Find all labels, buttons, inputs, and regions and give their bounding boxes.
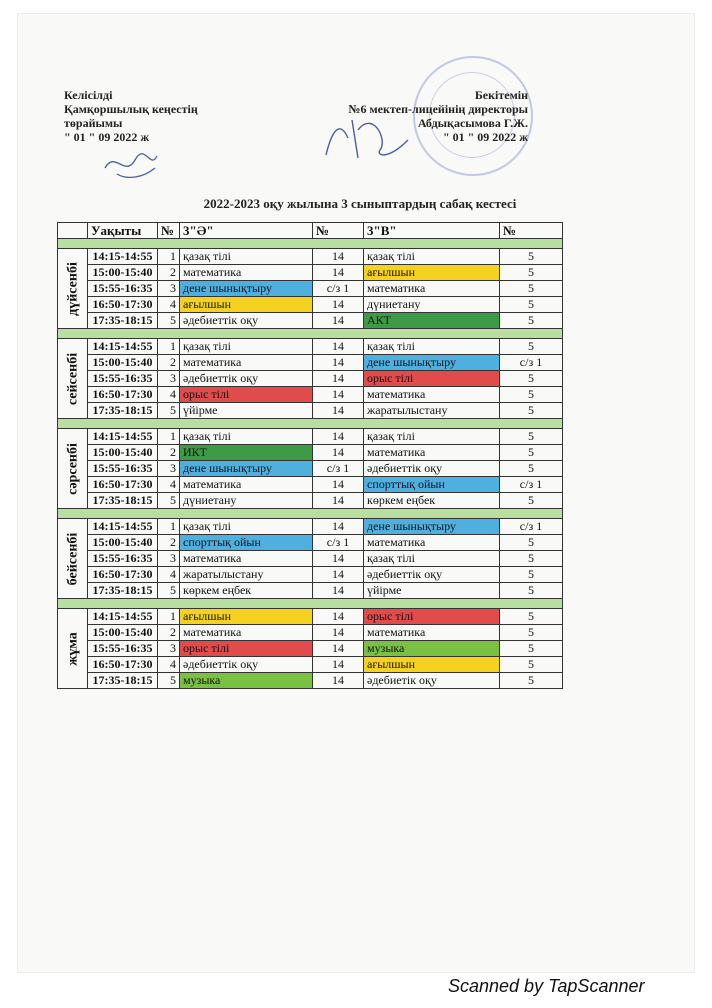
room-a-cell: 14 [313, 313, 364, 329]
time-cell: 15:55-16:35 [88, 281, 158, 297]
signature-left [95, 138, 175, 188]
lesson-number-cell: 4 [158, 657, 180, 673]
room-b-cell: 5 [500, 249, 563, 265]
subject-a-cell: үйірме [180, 403, 313, 419]
subject-a-cell: әдебиеттік оқу [180, 313, 313, 329]
table-row [58, 445, 563, 461]
subject-b-cell: математика [364, 281, 500, 297]
subject-b-cell: қазақ тілі [364, 339, 500, 355]
subject-b-cell: әдебиеттік оқу [364, 567, 500, 583]
time-cell: 15:55-16:35 [88, 551, 158, 567]
subject-a-cell: ағылшын [180, 297, 313, 313]
approval-right [348, 88, 528, 144]
room-b-cell: 5 [500, 387, 563, 403]
table-row [58, 583, 563, 599]
approval-right-line: Бекітемін [474, 88, 528, 102]
separator-cell [58, 329, 563, 339]
approval-left [64, 88, 254, 144]
table-row [58, 265, 563, 281]
approval-left-date: " 01 " 09 2022 ж [64, 130, 150, 144]
lesson-number-cell: 1 [158, 249, 180, 265]
room-a-cell: 14 [313, 625, 364, 641]
subject-b-cell: спорттық ойын [364, 477, 500, 493]
time-cell: 14:15-14:55 [88, 339, 158, 355]
room-a-cell: 14 [313, 265, 364, 281]
table-row [58, 535, 563, 551]
subject-a-cell: әдебиеттік оқу [180, 657, 313, 673]
day-separator [58, 419, 563, 429]
room-a-cell: 14 [313, 371, 364, 387]
room-a-cell: 14 [313, 493, 364, 509]
subject-a-cell: математика [180, 355, 313, 371]
room-b-cell: 5 [500, 313, 563, 329]
room-a-cell: 14 [313, 355, 364, 371]
subject-a-cell: математика [180, 625, 313, 641]
room-b-cell: 5 [500, 657, 563, 673]
lesson-number-cell: 5 [158, 673, 180, 689]
day-name: дүйсенбі [65, 261, 80, 316]
subject-b-cell: математика [364, 445, 500, 461]
room-a-cell: 14 [313, 641, 364, 657]
table-row [58, 567, 563, 583]
subject-b-cell: қазақ тілі [364, 551, 500, 567]
subject-a-cell: қазақ тілі [180, 429, 313, 445]
room-a-cell: 14 [313, 551, 364, 567]
room-a-cell: 14 [313, 339, 364, 355]
day-separator [58, 239, 563, 249]
subject-b-cell: математика [364, 387, 500, 403]
time-cell: 16:50-17:30 [88, 477, 158, 493]
room-b-cell: 5 [500, 403, 563, 419]
lesson-number-cell: 4 [158, 477, 180, 493]
table-row [58, 493, 563, 509]
header-num: № [158, 223, 180, 239]
room-b-cell: 5 [500, 535, 563, 551]
subject-a-cell: математика [180, 265, 313, 281]
subject-a-cell: қазақ тілі [180, 519, 313, 535]
table-row [58, 429, 563, 445]
lesson-number-cell: 1 [158, 429, 180, 445]
time-cell: 15:00-15:40 [88, 625, 158, 641]
table-row [58, 249, 563, 265]
day-name: сейсенбі [65, 352, 80, 405]
approval-left-line: Келісілді [64, 88, 113, 102]
day-separator [58, 599, 563, 609]
day-name-cell [58, 249, 88, 329]
lesson-number-cell: 4 [158, 567, 180, 583]
time-cell: 14:15-14:55 [88, 429, 158, 445]
time-cell: 17:35-18:15 [88, 673, 158, 689]
schedule-title: 2022-2023 оқу жылына 3 сыныптардың сабақ кестесі [203, 196, 517, 211]
lesson-number-cell: 3 [158, 461, 180, 477]
day-name: сәрсенбі [65, 442, 80, 495]
table-row [58, 673, 563, 689]
table-row [58, 641, 563, 657]
subject-a-cell: әдебиеттік оқу [180, 371, 313, 387]
room-b-cell: 5 [500, 625, 563, 641]
time-cell: 14:15-14:55 [88, 249, 158, 265]
room-a-cell: 14 [313, 297, 364, 313]
lesson-number-cell: 2 [158, 445, 180, 461]
subject-b-cell: математика [364, 535, 500, 551]
room-b-cell: 5 [500, 461, 563, 477]
table-row [58, 657, 563, 673]
approval-left-line: Қамқоршылық кеңестің [64, 102, 198, 116]
subject-b-cell: ағылшын [364, 265, 500, 281]
time-cell: 15:55-16:35 [88, 371, 158, 387]
table-row [58, 551, 563, 567]
subject-a-cell: орыс тілі [180, 641, 313, 657]
time-cell: 14:15-14:55 [88, 519, 158, 535]
room-b-cell: с/з 1 [500, 519, 563, 535]
table-row [58, 519, 563, 535]
approval-right-line: №6 мектеп-лицейінің директоры [348, 102, 528, 116]
day-name-cell [58, 429, 88, 509]
separator-cell [58, 419, 563, 429]
time-cell: 16:50-17:30 [88, 657, 158, 673]
room-a-cell: 14 [313, 567, 364, 583]
subject-a-cell: көркем еңбек [180, 583, 313, 599]
scanner-watermark: Scanned by TapScanner [448, 976, 645, 996]
table-row [58, 297, 563, 313]
subject-b-cell: қазақ тілі [364, 249, 500, 265]
lesson-number-cell: 2 [158, 535, 180, 551]
time-cell: 15:00-15:40 [88, 355, 158, 371]
subject-a-cell: музыка [180, 673, 313, 689]
lesson-number-cell: 3 [158, 281, 180, 297]
room-a-cell: 14 [313, 249, 364, 265]
room-b-cell: с/з 1 [500, 355, 563, 371]
subject-b-cell: орыс тілі [364, 609, 500, 625]
room-a-cell: 14 [313, 673, 364, 689]
lesson-number-cell: 2 [158, 355, 180, 371]
time-cell: 17:35-18:15 [88, 313, 158, 329]
room-a-cell: 14 [313, 657, 364, 673]
room-b-cell: 5 [500, 551, 563, 567]
approval-left-line: төрайымы [64, 116, 123, 130]
lesson-number-cell: 5 [158, 583, 180, 599]
room-b-cell: 5 [500, 493, 563, 509]
approval-right-line: Абдықасымова Г.Ж. [417, 116, 528, 130]
room-b-cell: 5 [500, 281, 563, 297]
room-b-cell: с/з 1 [500, 477, 563, 493]
room-a-cell: с/з 1 [313, 281, 364, 297]
subject-b-cell: дене шынықтыру [364, 519, 500, 535]
table-row [58, 609, 563, 625]
lesson-number-cell: 5 [158, 313, 180, 329]
table-row [58, 355, 563, 371]
header-blank [58, 223, 88, 239]
lesson-number-cell: 4 [158, 297, 180, 313]
subject-b-cell: жаратылыстану [364, 403, 500, 419]
room-b-cell: 5 [500, 583, 563, 599]
lesson-number-cell: 1 [158, 519, 180, 535]
day-separator [58, 509, 563, 519]
day-name: бейсенбі [65, 532, 80, 585]
schedule-table [57, 222, 563, 689]
time-cell: 15:55-16:35 [88, 461, 158, 477]
subject-b-cell: әдебиеттік оқу [364, 461, 500, 477]
subject-a-cell: қазақ тілі [180, 339, 313, 355]
subject-a-cell: ағылшын [180, 609, 313, 625]
lesson-number-cell: 3 [158, 551, 180, 567]
lesson-number-cell: 3 [158, 371, 180, 387]
day-separator [58, 329, 563, 339]
room-b-cell: 5 [500, 673, 563, 689]
room-b-cell: 5 [500, 297, 563, 313]
subject-a-cell: ИКТ [180, 445, 313, 461]
room-a-cell: 14 [313, 519, 364, 535]
approval-right-date: " 01 " 09 2022 ж [442, 130, 528, 144]
subject-b-cell: дүниетану [364, 297, 500, 313]
time-cell: 15:55-16:35 [88, 641, 158, 657]
table-row [58, 339, 563, 355]
subject-b-cell: орыс тілі [364, 371, 500, 387]
room-b-cell: 5 [500, 339, 563, 355]
table-row [58, 625, 563, 641]
lesson-number-cell: 3 [158, 641, 180, 657]
time-cell: 17:35-18:15 [88, 403, 158, 419]
table-header-row [58, 223, 563, 239]
lesson-number-cell: 5 [158, 403, 180, 419]
subject-b-cell: көркем еңбек [364, 493, 500, 509]
subject-a-cell: математика [180, 551, 313, 567]
room-a-cell: 14 [313, 583, 364, 599]
room-a-cell: 14 [313, 477, 364, 493]
day-name-cell [58, 609, 88, 689]
time-cell: 15:00-15:40 [88, 535, 158, 551]
header-room-a: № [313, 223, 364, 239]
subject-b-cell: үйірме [364, 583, 500, 599]
separator-cell [58, 599, 563, 609]
header-class-a: 3"Ә" [180, 223, 313, 239]
subject-a-cell: спорттық ойын [180, 535, 313, 551]
separator-cell [58, 509, 563, 519]
room-b-cell: 5 [500, 265, 563, 281]
subject-a-cell: дүниетану [180, 493, 313, 509]
subject-a-cell: орыс тілі [180, 387, 313, 403]
room-b-cell: 5 [500, 445, 563, 461]
header-time: Уақыты [88, 223, 158, 239]
table-row [58, 403, 563, 419]
day-name-cell [58, 519, 88, 599]
table-row [58, 477, 563, 493]
day-name-cell [58, 339, 88, 419]
subject-b-cell: әдебиетік оқу [364, 673, 500, 689]
time-cell: 16:50-17:30 [88, 297, 158, 313]
lesson-number-cell: 2 [158, 625, 180, 641]
lesson-number-cell: 1 [158, 339, 180, 355]
header-class-b: 3"В" [364, 223, 500, 239]
subject-a-cell: қазақ тілі [180, 249, 313, 265]
time-cell: 16:50-17:30 [88, 567, 158, 583]
table-row [58, 371, 563, 387]
time-cell: 17:35-18:15 [88, 583, 158, 599]
time-cell: 14:15-14:55 [88, 609, 158, 625]
room-b-cell: 5 [500, 609, 563, 625]
subject-b-cell: музыка [364, 641, 500, 657]
subject-b-cell: ағылшын [364, 657, 500, 673]
room-a-cell: с/з 1 [313, 461, 364, 477]
time-cell: 15:00-15:40 [88, 265, 158, 281]
header-room-b: № [500, 223, 563, 239]
time-cell: 16:50-17:30 [88, 387, 158, 403]
room-a-cell: 14 [313, 387, 364, 403]
table-row [58, 461, 563, 477]
table-row [58, 387, 563, 403]
separator-cell [58, 239, 563, 249]
lesson-number-cell: 4 [158, 387, 180, 403]
table-row [58, 281, 563, 297]
room-b-cell: 5 [500, 567, 563, 583]
subject-a-cell: жаратылыстану [180, 567, 313, 583]
day-name: жұма [65, 631, 80, 666]
subject-a-cell: дене шынықтыру [180, 281, 313, 297]
room-a-cell: с/з 1 [313, 535, 364, 551]
room-a-cell: 14 [313, 403, 364, 419]
subject-b-cell: математика [364, 625, 500, 641]
lesson-number-cell: 2 [158, 265, 180, 281]
subject-b-cell: қазақ тілі [364, 429, 500, 445]
time-cell: 15:00-15:40 [88, 445, 158, 461]
subject-a-cell: дене шынықтыру [180, 461, 313, 477]
table-row [58, 313, 563, 329]
room-a-cell: 14 [313, 445, 364, 461]
room-b-cell: 5 [500, 371, 563, 387]
time-cell: 17:35-18:15 [88, 493, 158, 509]
lesson-number-cell: 5 [158, 493, 180, 509]
subject-a-cell: математика [180, 477, 313, 493]
subject-b-cell: АКТ [364, 313, 500, 329]
subject-b-cell: дене шынықтыру [364, 355, 500, 371]
room-a-cell: 14 [313, 429, 364, 445]
room-b-cell: 5 [500, 429, 563, 445]
room-a-cell: 14 [313, 609, 364, 625]
room-b-cell: 5 [500, 641, 563, 657]
lesson-number-cell: 1 [158, 609, 180, 625]
